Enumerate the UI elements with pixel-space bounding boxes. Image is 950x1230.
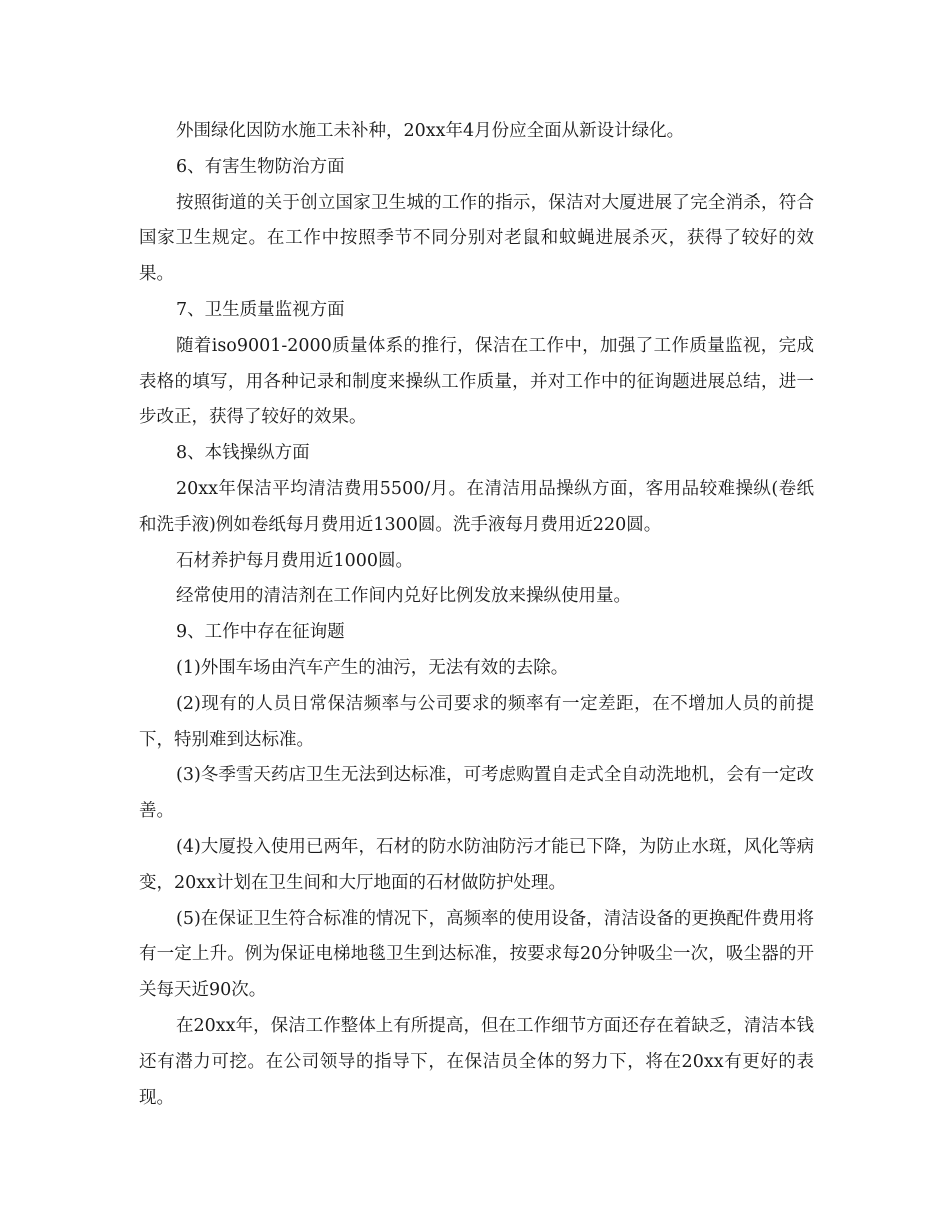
issue-item-1: (1)外围车场由汽车产生的油污，无法有效的去除。 (176, 657, 569, 678)
heading-pest-control: 6、有害生物防治方面 (176, 156, 345, 177)
paragraph-stone-maintenance: 石材养护每月费用近1000圆。 (176, 550, 414, 571)
heading-existing-issues: 9、工作中存在征询题 (176, 622, 345, 643)
issue-item-2: (2)现有的人员日常保洁频率与公司要求的频率有一定差距，在不增加人员的前提下，特别难到达标准。 (139, 693, 814, 750)
paragraph-cleaning-agent: 经常使用的清洁剂在工作间内兑好比例发放来操纵使用量。 (176, 586, 631, 607)
paragraph-quality-monitoring: 随着iso9001-2000质量体系的推行，保洁在工作中，加强了工作质量监视，完成表格的填写，用各种记录和制度来操纵工作质量，并对工作中的征询题进展总结，进一步改正，获得了较好的效果。 (139, 335, 814, 428)
issue-item-3: (3)冬季雪天药店卫生无法到达标准，可考虑购置自走式全自动洗地机，会有一定改善。 (139, 765, 814, 822)
paragraph-greening: 外围绿化因防水施工未补种，20xx年4月份应全面从新设计绿化。 (176, 121, 685, 141)
paragraph-pest-control: 按照街道的关于创立国家卫生城的工作的指示，保洁对大厦进展了完全消杀，符合国家卫生规定。在工作中按照季节不同分别对老鼠和蚊蝇进展杀灭，获得了较好的效果。 (139, 192, 814, 285)
paragraph-cost-control: 20xx年保洁平均清洁费用5500/月。在清洁用品操纵方面，客用品较难操纵(卷纸和洗手液)例如卷纸每月费用近1300圆。洗手液每月费用近220圆。 (139, 478, 814, 535)
heading-quality-monitoring: 7、卫生质量监视方面 (176, 299, 345, 320)
issue-item-5: (5)在保证卫生符合标准的情况下，高频率的使用设备，清洁设备的更换配件费用将有一定上升。例为保证电梯地毯卫生到达标准，按要求每20分钟吸尘一次，吸尘器的开关每天近90次。 (139, 908, 814, 1001)
issue-item-4: (4)大厦投入使用已两年，石材的防水防油防污才能已下降，为防止水斑，风化等病变，20xx计划在卫生间和大厅地面的石材做防护处理。 (139, 836, 814, 893)
heading-cost-control: 8、本钱操纵方面 (176, 443, 310, 464)
document-body (139, 114, 814, 1116)
paragraph-conclusion: 在20xx年，保洁工作整体上有所提高，但在工作细节方面还存在着缺乏，清洁本钱还有潜力可挖。在公司领导的指导下，在保洁员全体的努力下，将在20xx有更好的表现。 (139, 1015, 814, 1108)
